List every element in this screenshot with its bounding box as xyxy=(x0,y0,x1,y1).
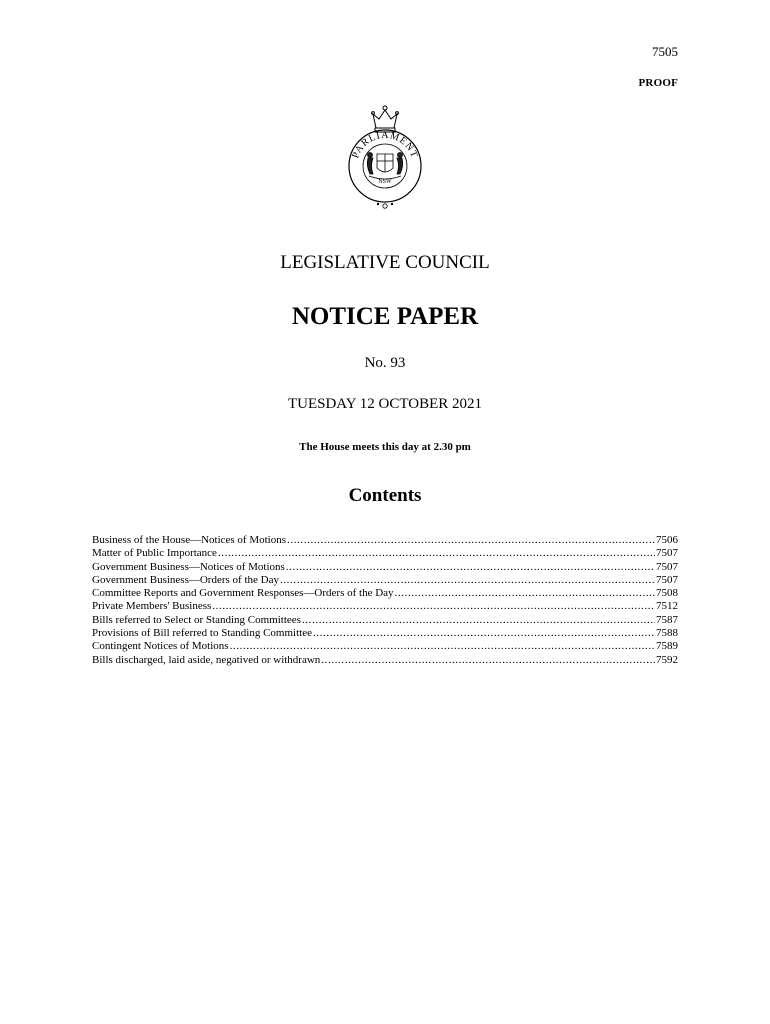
house-name: LEGISLATIVE COUNCIL xyxy=(280,252,490,273)
toc-entry-label: Government Business—Notices of Motions xyxy=(92,560,285,573)
toc-entry[interactable] xyxy=(92,640,678,653)
toc-entry-label: Business of the House—Notices of Motions xyxy=(92,534,287,546)
toc-entry-label: Matter of Public Importance xyxy=(92,547,217,560)
toc-entry-label: Committee Reports and Government Responses—Orders of the Day xyxy=(92,587,394,600)
page-number: 7505 xyxy=(652,44,678,59)
toc-entry-page: 7587 xyxy=(656,613,678,626)
dot-leader xyxy=(287,534,655,547)
dot-leader xyxy=(218,547,655,560)
proof-label: PROOF xyxy=(638,77,678,89)
toc-entry-page: 7512 xyxy=(656,600,678,613)
toc-entry-label: Provisions of Bill referred to Standing Committee xyxy=(92,627,312,640)
toc-entry[interactable] xyxy=(92,561,678,574)
dot-leader xyxy=(230,640,655,653)
toc-entry[interactable] xyxy=(92,547,678,560)
toc-entry-page: 7588 xyxy=(656,627,678,640)
svg-text:NSW: NSW xyxy=(378,179,392,185)
dot-leader xyxy=(395,587,655,600)
dot-leader xyxy=(321,654,655,667)
meeting-time-notice: The House meets this day at 2.30 pm xyxy=(299,441,471,453)
toc-entry[interactable] xyxy=(92,574,678,587)
dot-leader xyxy=(280,574,655,587)
toc-entry-label: Government Business—Orders of the Day xyxy=(92,573,279,586)
toc-entry[interactable] xyxy=(92,627,678,640)
toc-entry-label: Private Members' Business xyxy=(92,600,212,613)
toc-entry-page: 7589 xyxy=(656,640,678,653)
toc-entry[interactable] xyxy=(92,614,678,627)
toc-entry[interactable] xyxy=(92,534,678,547)
toc-entry-page: 7507 xyxy=(656,573,678,586)
toc-entry-label: Bills discharged, laid aside, negatived or withdrawn xyxy=(92,653,321,666)
dot-leader xyxy=(286,561,655,574)
toc-entry[interactable] xyxy=(92,654,678,667)
document-title: NOTICE PAPER xyxy=(291,303,479,330)
dot-leader xyxy=(302,614,655,627)
toc-entry[interactable] xyxy=(92,587,678,600)
toc-entry-page: 7507 xyxy=(656,560,678,573)
svg-text:PARLIAMENT: PARLIAMENT xyxy=(350,129,420,160)
toc-entry-page: 7508 xyxy=(656,587,678,600)
dot-leader xyxy=(313,627,655,640)
contents-heading: Contents xyxy=(348,485,422,506)
toc-entry[interactable] xyxy=(92,600,678,613)
toc-entry-page: 7592 xyxy=(656,653,678,666)
table-of-contents xyxy=(92,534,678,667)
toc-entry-page: 7507 xyxy=(656,547,678,560)
toc-entry-page: 7506 xyxy=(656,534,678,546)
toc-entry-label: Contingent Notices of Motions xyxy=(92,640,229,653)
toc-entry-label: Bills referred to Select or Standing Committees xyxy=(92,613,301,626)
sitting-date: TUESDAY 12 OCTOBER 2021 xyxy=(287,396,483,412)
parliament-nsw-crest-logo xyxy=(340,104,430,212)
dot-leader xyxy=(212,600,655,613)
issue-number: No. 93 xyxy=(364,355,406,371)
